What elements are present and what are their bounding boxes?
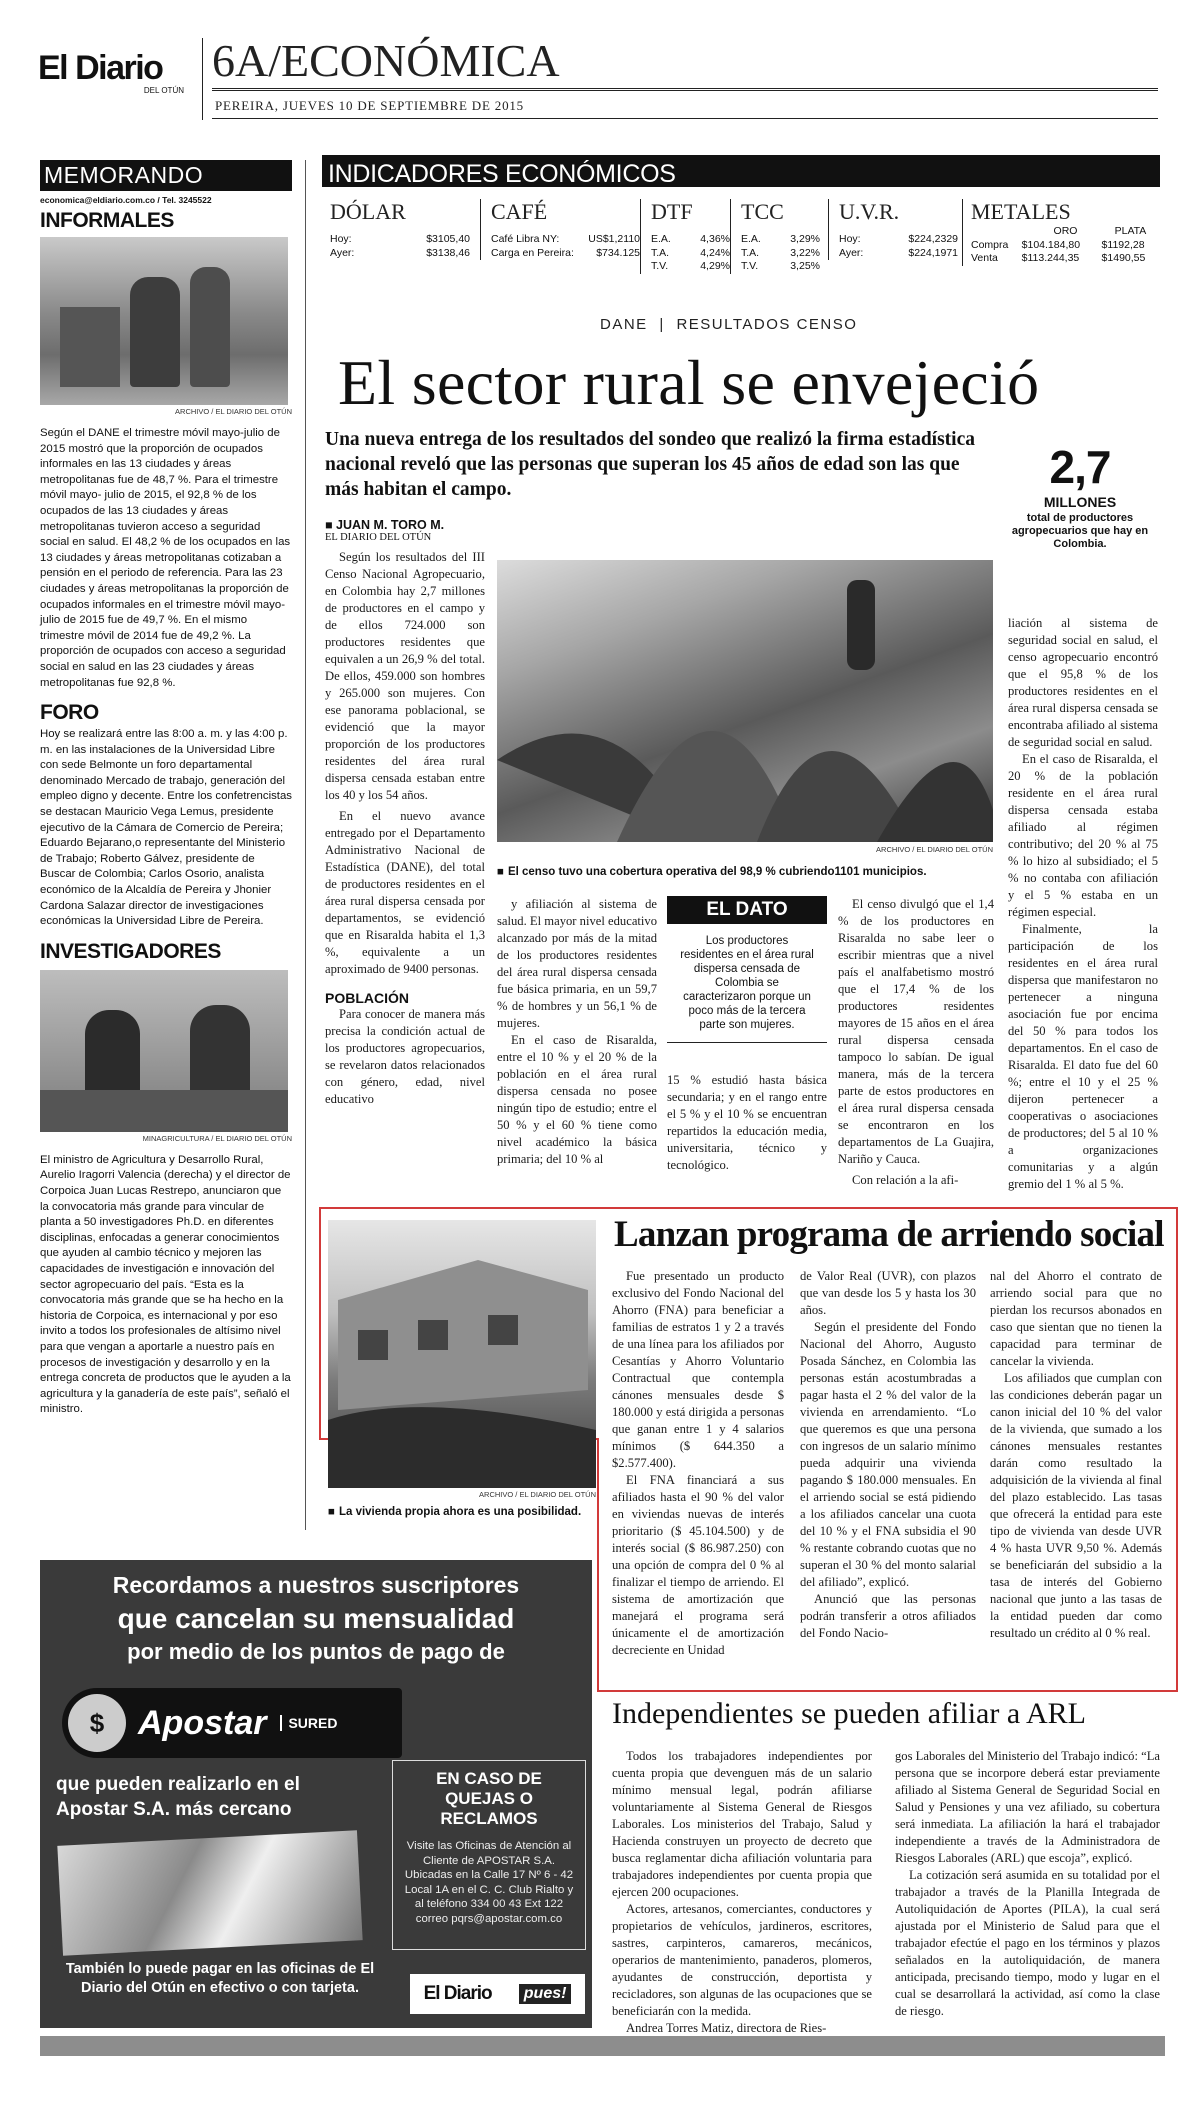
dtf-value-ea: 4,36% xyxy=(700,233,730,245)
informales-text: Según el DANE el trimestre móvil mayo-julio de 2015 mostró que la proporción de ocupados informales en las 13 ciudades y áreas metropolitanas fue de 48,7 %. Para el trimestre móvil mayo- julio de 2015, el 92,8 % de los ocupados de las 13 ciudades y áreas metropolitanas tuvieron acceso a seguridad social en salud. El 48,2 % de los ocupados en las 13 ciudades y áreas metropolitanas cotizaban a pensión en el periodo de referencia. Para las 23 ciudades y áreas metropolitanas la proporción de ocupados informales en el trimestre móvil mayo- julio de 2015 fue de 49,7 %. En el mismo trimestre móvil de 2014 fue de 49,2 %. La proporción de ocupados con acceso a seguridad social en salud en las 23 ciudades y áreas metropolitanas fue 92,8 %. xyxy=(40,427,291,689)
uvr-label-today: Hoy: xyxy=(839,233,861,245)
indicator-dolar xyxy=(330,199,470,260)
main-col-1-body xyxy=(325,549,485,978)
uvr-value-yesterday: $224,1971 xyxy=(908,246,958,259)
foro-heading: FORO xyxy=(40,701,99,725)
indicators-panel xyxy=(322,155,1160,283)
tcc-label-ea: E.A. xyxy=(741,233,761,245)
dolar-value-yesterday: $3138,46 xyxy=(426,246,470,259)
uvr-heading: U.V.R. xyxy=(839,199,900,224)
main-col-4 xyxy=(838,896,994,1189)
arriendo-col-3-para-a: nal del Ahorro el contrato de arriendo social para que no pierdan los recursos abonados en caso que sientan que no tienen la capacidad para terminar de cancelar la vivienda. xyxy=(990,1269,1162,1368)
logo-text: El Diario xyxy=(38,49,163,87)
apostar-emblem-icon: $ xyxy=(68,1694,126,1752)
main-col-5-para-a: liación al sistema de seguridad social en salud, el censo agropecuario encontró que el 95,8 % de los productores residentes en el área rural dispersa censada se encontraba afiliado al sistema de seguridad social en salud. xyxy=(1008,616,1159,749)
arriendo-photo-houses xyxy=(328,1220,596,1488)
dtf-value-ta: 4,24% xyxy=(700,246,730,259)
memorando-contact: economica@eldiario.com.co / Tel. 3245522 xyxy=(40,195,212,205)
main-col-3 xyxy=(667,1072,827,1174)
uvr-row-yesterday xyxy=(839,247,958,261)
metales-oro-venta: $113.244,35 xyxy=(1021,252,1080,264)
informales-heading: INFORMALES xyxy=(40,209,174,232)
metales-plata-venta: $1490,55 xyxy=(1101,252,1146,264)
indicator-tcc xyxy=(730,199,820,274)
arl-col-1-para-b: Actores, artesanos, comerciantes, conductores y propietarios de vehículos, jardineros, escritores, sastres, carpinteros, camareros, mecánicos, operarios de mantenimiento, panaderos, plomeros, ayudantes de construcción, deportista y recicladores, son algunas de las ocupaciones que se beneficiarán con la medida. xyxy=(612,1902,872,2018)
cafe-label-pereira: Carga en Pereira: xyxy=(491,246,574,259)
tcc-row-ea xyxy=(741,233,820,247)
dtf-row-tv xyxy=(651,260,730,274)
kicker-separator: | xyxy=(659,316,665,333)
dtf-label-ta: T.A. xyxy=(651,246,670,259)
arriendo-col-2-para-b: Según el presidente del Fondo Nacional del Ahorro, Augusto Posada Sánchez, en Colombia las personas están acostumbradas a pagar hasta el 2 % del valor de la vivienda en arrendamiento. “Lo que queremos es que una persona con ingresos de un salario mínimo pueda adquirir una vivienda pagando $ 180.000 mensuales. En el arriendo social se está pidiendo a los afiliados cancelar una cuota del 10 % y el FNA subsidia el 90 % restante cobrando cuotas que no superan el 30 % del monto salarial del afiliado”, explicó. xyxy=(800,1320,976,1589)
tcc-value-ta: 3,22% xyxy=(790,246,820,259)
main-deck: Una nueva entrega de los resultados del sondeo que realizó la firma estadística nacional reveló que las personas que superan los 45 años de edad son las que más habitan el campo. xyxy=(325,429,975,500)
metales-plata-label: PLATA xyxy=(1114,225,1147,237)
poblacion-heading: POBLACIÓN xyxy=(325,990,409,1006)
page-bottom-bar xyxy=(40,2036,1165,2056)
tcc-value-ea: 3,29% xyxy=(790,233,820,245)
tcc-label-ta: T.A. xyxy=(741,246,760,259)
byline-org: EL DIARIO DEL OTÚN xyxy=(325,532,432,543)
apostar-logo-text: Apostar xyxy=(138,1703,267,1742)
dolar-label-today: Hoy: xyxy=(330,233,352,245)
arriendo-col-1-para-a: Fue presentado un producto exclusivo del Fondo Nacional del Ahorro (FNA) para beneficiar a familias de estratos 1 y 2 a través de una línea para los afiliados por Cesantías y Ahorro Voluntario Contractual que contempla cánones mensuales desde $ 180.000 y está dirigida a personas que ganan entre 1 y 4 salarios mínimos ($ 644.350 a $2.577.400). xyxy=(612,1269,784,1470)
arriendo-col-3-para-b: Los afiliados que cumplan con las condiciones deberán pagar un canon inicial del 10 % del valor de la vivienda, que sumado a los cánones mensuales restantes darán como resultado la adquisición de la vivienda al final del plazo establecido. Las tasas que ofrecerá la entidad para este tipo de vivienda van desde UVR 4 % hasta UVR 9,50 %. Además se beneficiarán del subsidio a la tasa de interés del Gobierno nacional que junto a las tasas de la entidad pueden dar como resultado un crédito al 0 % real. xyxy=(990,1371,1162,1640)
tcc-heading: TCC xyxy=(741,199,784,224)
metales-oro-label: ORO xyxy=(1053,225,1078,237)
main-headline: El sector rural se envejeció xyxy=(338,347,1040,418)
ad-bottom-text: También lo puede pagar en las oficinas de El Diario del Otún en efectivo o con tarjeta. xyxy=(65,1961,375,1996)
arl-headline: Independientes se pueden afiliar a ARL xyxy=(612,1697,1086,1730)
main-col-3-para: 15 % estudió hasta básica secundaria; y en el rango entre el 5 % y el 10 % se encuentran repartidos la educación media, universitaria, técnico y tecnológico. xyxy=(667,1073,827,1172)
el-dato-box xyxy=(667,896,827,1043)
ad-line-4: que pueden realizarlo en el Apostar S.A. más cercano xyxy=(56,1774,300,1820)
dtf-row-ta xyxy=(651,247,730,261)
arriendo-col-2 xyxy=(800,1268,976,1642)
tcc-row-tv xyxy=(741,260,820,274)
metales-plata-compra: $1192,28 xyxy=(1101,238,1145,251)
arriendo-caption: ■ La vivienda propia ahora es una posibilidad. xyxy=(328,1506,598,1518)
dolar-label-yesterday: Ayer: xyxy=(330,246,355,259)
ad-diario-logo: El Diario xyxy=(423,1983,492,2004)
quejas-text: Visite las Oficinas de Atención al Cliente de APOSTAR S.A. Ubicadas en la Calle 17 Nº 6 - 42 Local 1A en el C. C. Club Rialto y al teléfono 334 00 43 Ext 122 correo pqrs@apostar.com.co xyxy=(404,1840,574,1925)
masthead-logo xyxy=(38,50,198,95)
arriendo-col-3 xyxy=(990,1268,1162,1642)
byline-name: JUAN M. TORO M. xyxy=(336,518,445,532)
arriendo-photo xyxy=(328,1220,596,1488)
uvr-row-today xyxy=(839,233,958,247)
main-col-2 xyxy=(497,896,657,1168)
section-title: 6A/ECONÓMICA xyxy=(212,35,560,86)
metales-spacer xyxy=(971,225,1030,239)
metales-compra-label: Compra xyxy=(971,238,1009,251)
cafe-label-ny: Café Libra NY: xyxy=(491,233,560,245)
foro-text: Hoy se realizará entre las 8:00 a. m. y las 4:00 p. m. en las instalaciones de la Universidad Libre con sede Belmonte un foro departamental denominado Mercado de trabajo, generación del empleo digno y decente. Entre los confetrencistas se destacan Mauricio Vega Lemus, presidente ejecutivo de la Cámara de Comercio de Pereira; Eduardo Bejarano,o representante del Ministerio de Trabajo; Roberto Gálvez, presidente de Buscar de Colombia; Carlos Osorio, analista económico de la Alcaldía de Pereira y Jhonier Cardona Salazar director de investigaciones económicas la Universidad Libre de Pereira. xyxy=(40,728,293,928)
indicator-cafe xyxy=(480,199,640,260)
ad-line-2: que cancelan su mensualidad xyxy=(117,1603,515,1634)
metales-row-compra xyxy=(971,239,1160,253)
ad-line-3: por medio de los puntos de pago de xyxy=(127,1639,505,1664)
memorando-title: MEMORANDO xyxy=(44,162,204,188)
main-col-5-para-c: Finalmente, la participación de los residentes en el área rural dispersa que manifestaron no pertenecer a ninguna asociación fue por encima del 50 % para todos los departamentos. En el caso de Risaralda. El dato fue del 60 %; entre el 10 y el 25 % dijeron pertenecer a cooperativas o asociaciones de productores; del 5 al 10 % a organizaciones comunitarias y a algún gremio del 1 % al 5 %. xyxy=(1008,922,1158,1191)
main-col-1 xyxy=(325,518,485,1108)
investigadores-photo xyxy=(40,970,288,1132)
memorando-header xyxy=(40,160,292,192)
metales-header-row xyxy=(971,225,1160,239)
cafe-heading: CAFÉ xyxy=(491,199,548,224)
main-photo-caption: ■ El censo tuvo una cobertura operativa del 98,9 % cubriendo1101 municipios. xyxy=(497,866,997,878)
arriendo-col-1-para-b: El FNA financiará a sus afiliados hasta el 90 % del valor en viviendas nuevas de interés prioritario ($ 45.104.500) y de interés social ($ 86.987.250) con una opción de compra del 0 % al finalizar el tiempo de arriendo. El sistema de amortización que manejará el programa será únicamente el de amortización decreciente en Unidad xyxy=(612,1473,784,1657)
arl-col-1-para-a: Todos los trabajadores independientes por cuenta propia que devenguen más de un salario mínimo mensual legal, podrán afiliarse voluntariamente al Sistema General de Riesgos Laborales. Los ministerios del Trabajo, Salud y Hacienda construyen un proyecto de decreto que busca reglamentar dicha afiliación voluntaria para trabajadores independientes por cuenta propia que ejercen 200 ocupaciones. xyxy=(612,1749,872,1899)
kicker xyxy=(600,316,857,333)
main-col-2-para-b: En el caso de Risaralda, entre el 10 % y el 20 % de la población en el área rural dispersa censada no posee ningún tipo de estudio; entre el 50 % y el 60 % tiene como nivel académico la básica primaria; del 10 % al xyxy=(497,1033,657,1166)
dolar-row-yesterday xyxy=(330,247,470,261)
el-dato-heading: EL DATO xyxy=(667,896,827,924)
tcc-label-tv: T.V. xyxy=(741,260,759,272)
main-photo-credit: ARCHIVO / EL DIARIO DEL OTÚN xyxy=(876,845,993,854)
main-col-4-para-a: El censo divulgó que el 1,4 % de los productores en Risaralda no sabe leer o escribir mientras que a nivel país el analfabetismo mostró que el 17,4 % de los productores residentes mayores de 15 años en el área rural dispersa censada tampoco lo sabían. De igual manera, más de la tercera parte de estos productores en el área rural dispersa censada se encontraron en los departamentos de La Guajira, Nariño y Cauca. xyxy=(838,897,994,1166)
main-col-5 xyxy=(1008,615,1158,1193)
cafe-value-pereira: $734.125 xyxy=(596,246,640,259)
apostar-banner xyxy=(62,1688,402,1758)
quejas-box xyxy=(392,1760,586,1950)
dtf-label-tv: T.V. xyxy=(651,260,669,272)
uvr-value-today: $224,2329 xyxy=(908,233,958,245)
investigadores-text: El ministro de Agricultura y Desarrollo Rural, Aurelio Iragorri Valencia (derecha) y el director de Corpoica Juan Lucas Restrepo, anunciaron que la convocatoria más grande para vincular de planta a 50 investigadores Ph.D. en diferentes disciplinas, enfocadas a generar conocimientos que ayuden al cambio técnico y mejoren las capacidades de investigación e innovación del sector agropecuario del país. “Esta es la convocatoria más grande que se ha hecho en la historia de Corpoica, es internacional y por eso invito a todos los profesionales de altísimo nivel para que vengan a aportarle a nuestro país en procesos de investigación y desarrollo y en la entrega concreta de productos que le ayuden a la agricultura y la ganadería de este país”, señaló el ministro. xyxy=(40,1153,291,1416)
informales-photo xyxy=(40,237,288,405)
arriendo-col-2-para-c: Anunció que las personas podrán transferir a otros afiliados del Fondo Nacio- xyxy=(800,1592,976,1640)
masthead xyxy=(30,30,1160,125)
dateline: PEREIRA, JUEVES 10 DE SEPTIEMBRE DE 2015 xyxy=(215,98,524,113)
cafe-row-pereira xyxy=(491,247,640,261)
indicator-metales xyxy=(962,199,1160,266)
dtf-label-ea: E.A. xyxy=(651,233,671,245)
indicator-uvr xyxy=(828,199,958,260)
el-dato-text: Los productores residentes en el área rural dispersa censada de Colombia se caracterizaron porque un poco más de la tercera parte son mujeres. xyxy=(667,924,827,1043)
ad-line-1: Recordamos a nuestros suscriptores xyxy=(112,1572,520,1598)
main-photo-plants xyxy=(497,560,993,842)
investigadores-heading: INVESTIGADORES xyxy=(40,939,221,963)
dolar-heading: DÓLAR xyxy=(330,199,406,224)
main-col-5-para-b: En el caso de Risaralda, el 20 % de la población residente en el área rural dispersa censada estaba afiliado al régimen contributivo; del 20 % al 75 % lo hizo al subsidiado; el 5 % no contaba con afiliación y el 5 % estaba en un régimen especial. xyxy=(1008,752,1158,919)
logo-subtext: DEL OTÚN xyxy=(143,86,184,95)
byline-marker: ■ xyxy=(325,518,337,532)
kicker-topic: RESULTADOS CENSO xyxy=(676,316,858,333)
indicator-dtf xyxy=(640,199,730,274)
arriendo-credit: ARCHIVO / EL DIARIO DEL OTÚN xyxy=(479,1490,596,1499)
cafe-value-ny: US$1,2110 xyxy=(588,233,640,245)
stat-number: 2,7 xyxy=(1049,441,1111,493)
sured-logo-text: SURED xyxy=(280,1715,337,1731)
stat-unit: MILLONES xyxy=(1043,494,1117,510)
kicker-org: DANE xyxy=(600,316,648,333)
arl-col-2-para-a: gos Laborales del Ministerio del Trabajo indicó: “La persona que se incorpore deberá estar previamente afiliado al Sistema General de Seguridad Social en Salud y Pensiones y una vez afiliado, su cobertura será inmediata. La afiliación la hará el trabajador independiente a través de la Administradora de Riesgos Laborales (ARL) que escoja”, explicó. xyxy=(895,1749,1160,1865)
sidebar xyxy=(40,160,292,1540)
tcc-value-tv: 3,25% xyxy=(790,260,820,272)
main-col-1-para-c: Para conocer de manera más precisa la condición actual de los productores agropecuarios, se revelaron datos relacionados con género, edad, nivel educativo xyxy=(325,1007,485,1106)
indicators-title: INDICADORES ECONÓMICOS xyxy=(328,160,676,188)
quejas-heading: EN CASO DE QUEJAS O RECLAMOS xyxy=(436,1769,542,1828)
subscriber-ad xyxy=(40,1560,592,2028)
metales-venta-label: Venta xyxy=(971,252,998,264)
metales-oro-compra: $104.184,80 xyxy=(1021,238,1081,251)
investigadores-credit: MINAGRICULTURA / EL DIARIO DEL OTÚN xyxy=(142,1133,292,1143)
masthead-divider xyxy=(202,38,203,120)
cafe-row-ny xyxy=(491,233,640,247)
masthead-rule xyxy=(212,88,1158,91)
main-col-1-body-c xyxy=(325,1006,485,1108)
byline xyxy=(325,518,485,532)
dolar-value-today: $3105,40 xyxy=(426,233,470,245)
dtf-heading: DTF xyxy=(651,199,693,224)
tcc-row-ta xyxy=(741,247,820,261)
masthead-rule-bottom xyxy=(212,118,1158,119)
stat-description: total de productores agropecuarios que hay en Colombia. xyxy=(1011,512,1149,550)
ad-pues-logo: pues! xyxy=(519,1984,572,2004)
indicators-header xyxy=(322,155,1160,187)
main-col-1-para-a: Según los resultados del III Censo Nacional Agropecuario, en Colombia hay 2,7 millones de productores en el campo y de ellos 724.000 son productores residentes que equivalen a un 26,9 % del total. De ellos, 459.000 son hombres y 265.000 son mujeres. Con ese panorama poblacional, se evidenció que la mayor proporción de los productores residentes del área rural dispersa censada estaban entre los 40 y los 54 años. xyxy=(325,550,485,802)
dtf-value-tv: 4,29% xyxy=(700,260,730,272)
main-photo xyxy=(497,560,993,842)
arl-col-1-para-c: Andrea Torres Matiz, directora de Ries- xyxy=(626,2021,827,2035)
dtf-row-ea xyxy=(651,233,730,247)
dolar-row-today xyxy=(330,233,470,247)
main-col-4-para-b: Con relación a la afi- xyxy=(852,1173,959,1187)
main-col-1-para-b: En el nuevo avance entregado por el Departamento Administrativo Nacional de Estadística (DANE), del total de productores residentes en el área rural dispersa censada por departamentos, se evidenció que en Risaralda habita el 1,3 %, equivalente a un aproximado de 9400 personas. xyxy=(325,809,485,976)
arriendo-col-1 xyxy=(612,1268,784,1659)
ad-logos xyxy=(410,1974,585,2014)
uvr-label-yesterday: Ayer: xyxy=(839,246,864,259)
main-col-2-para-a: y afiliación al sistema de salud. El mayor nivel educativo alcanzado por más de la mitad de los productores residentes del área rural dispersa censada fue básica primaria, en un 59,7 % de hombres y un 56,1 % de mujeres. xyxy=(497,897,657,1030)
newspaper-stack-image xyxy=(57,1830,362,1956)
sidebar-divider xyxy=(305,160,306,1530)
arl-col-2-para-b: La cotización será asumida en su totalidad por el trabajador a través de la Planilla Integrada de Autoliquidación de Aportes (PILA), la cual será ajustada por el Ministerio de Salud para que el trabajador efectúe el pago en los términos y plazos señalados en la autoliquidación, de manera anticipada, precisando tiempo, modo y lugar en el cual se desarrollará la actividad, así como la clase de riesgo. xyxy=(895,1868,1160,2018)
arriendo-headline: Lanzan programa de arriendo social xyxy=(614,1214,1164,1255)
stat-box xyxy=(1010,440,1150,551)
informales-credit: ARCHIVO / EL DIARIO DEL OTÚN xyxy=(175,407,292,416)
arriendo-col-2-para-a: de Valor Real (UVR), con plazos que van desde los 5 y hasta los 30 años. xyxy=(800,1269,976,1317)
arl-col-2 xyxy=(895,1748,1160,2020)
metales-heading: METALES xyxy=(971,199,1071,224)
arl-col-1 xyxy=(612,1748,872,2037)
metales-row-venta xyxy=(971,252,1160,266)
